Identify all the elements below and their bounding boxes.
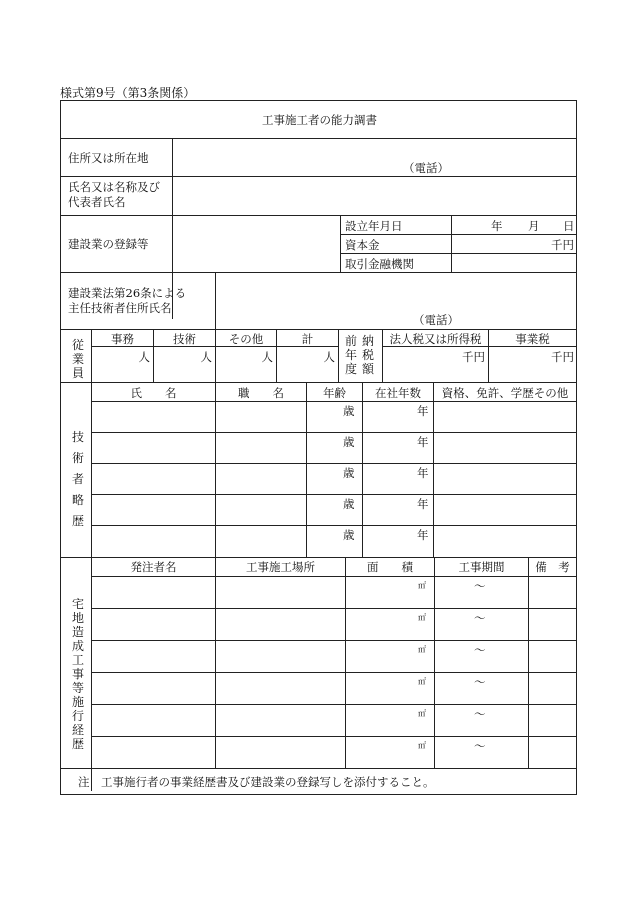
- engineer-label-line2: 主任技術者住所氏名: [68, 301, 172, 315]
- emp-col-tech: 技術: [173, 332, 196, 346]
- established-label: 設立年月日: [345, 219, 403, 233]
- history-col-period: 工事期間: [458, 560, 505, 574]
- career-age-unit: 歳: [343, 528, 355, 542]
- divider: [91, 346, 338, 347]
- career-row[interactable]: [92, 464, 576, 494]
- divider: [61, 557, 576, 558]
- history-period-sep: 〜: [474, 611, 486, 625]
- career-years-unit: 年: [417, 435, 429, 449]
- history-period-sep: 〜: [474, 643, 486, 657]
- history-row[interactable]: [92, 609, 576, 640]
- history-row[interactable]: [92, 705, 576, 736]
- career-row[interactable]: [92, 402, 576, 432]
- divider: [61, 382, 576, 383]
- career-row[interactable]: [92, 495, 576, 525]
- employees-label: 従業員: [71, 338, 84, 380]
- corp-tax-unit: 千円: [462, 350, 485, 364]
- career-label: 技術者略歴: [71, 430, 84, 528]
- history-period-sep: 〜: [474, 739, 486, 753]
- biz-tax-header: 事業税: [515, 332, 550, 346]
- history-area-unit: ㎡: [418, 613, 426, 622]
- divider: [338, 329, 339, 382]
- history-row[interactable]: [92, 673, 576, 704]
- emp-col-total: 計: [301, 332, 314, 346]
- address-label: 住所又は所在地: [68, 151, 149, 165]
- history-label: 宅地造成工事等施行経歴: [71, 597, 84, 751]
- name-label-line2: 代表者氏名: [68, 195, 126, 209]
- divider: [382, 346, 576, 347]
- history-row[interactable]: [92, 641, 576, 672]
- address-field[interactable]: [173, 139, 576, 175]
- divider: [340, 253, 576, 254]
- history-row[interactable]: [92, 737, 576, 768]
- career-years-unit: 年: [417, 528, 429, 542]
- career-col-years: 在社年数: [375, 386, 421, 400]
- address-phone: （電話）: [403, 161, 449, 175]
- history-period-sep: 〜: [474, 579, 486, 593]
- bank-label: 取引金融機関: [345, 257, 414, 271]
- career-col-title: 職 名: [238, 386, 284, 400]
- history-period-sep: 〜: [474, 707, 486, 721]
- registration-field[interactable]: [173, 216, 339, 272]
- history-col-remarks: 備 考: [535, 560, 570, 574]
- history-col-area: 面 積: [367, 560, 413, 574]
- history-col-site: 工事施工場所: [246, 560, 315, 574]
- capital-unit: 千円: [551, 238, 574, 252]
- career-years-unit: 年: [417, 497, 429, 511]
- career-col-age: 年齢: [323, 386, 346, 400]
- emp-tech-unit: 人: [200, 350, 212, 364]
- form-code: 様式第9号（第3条関係）: [60, 86, 196, 100]
- engineer-phone: （電話）: [413, 313, 459, 327]
- career-age-unit: 歳: [343, 497, 355, 511]
- biz-tax-unit: 千円: [551, 350, 574, 364]
- engineer-field[interactable]: [216, 273, 576, 328]
- capacity-form: [60, 100, 577, 795]
- career-col-qual: 資格、免許、学歴その他: [441, 386, 569, 400]
- history-area-unit: ㎡: [418, 645, 426, 654]
- career-row[interactable]: [92, 526, 576, 556]
- emp-col-office: 事務: [111, 332, 134, 346]
- established-year: 年: [491, 219, 503, 233]
- emp-col-other: その他: [228, 332, 264, 346]
- divider: [61, 768, 576, 769]
- footnote: 注 工事施行者の事業経歴書及び建設業の登録写しを添付すること。: [78, 775, 435, 789]
- name-label-line1: 氏名又は名称及び: [68, 180, 160, 194]
- divider: [340, 234, 576, 235]
- history-period-sep: 〜: [474, 675, 486, 689]
- history-col-client: 発注者名: [130, 560, 177, 574]
- tax-label-b: 納税額: [361, 334, 374, 376]
- form-title: 工事施工者の能力調書: [262, 113, 377, 127]
- career-row[interactable]: [92, 433, 576, 463]
- corp-tax-header: 法人税又は所得税: [389, 332, 482, 346]
- engineer-label-line1: 建設業法第26条による: [68, 286, 187, 300]
- history-area-unit: ㎡: [418, 581, 426, 590]
- history-area-unit: ㎡: [418, 709, 426, 718]
- emp-total-unit: 人: [323, 350, 335, 364]
- career-years-unit: 年: [417, 404, 429, 418]
- established-day: 日: [563, 219, 575, 233]
- career-col-name: 氏 名: [130, 386, 177, 400]
- career-age-unit: 歳: [343, 466, 355, 480]
- tax-label-a: 前年度: [344, 334, 357, 376]
- history-row[interactable]: [92, 577, 576, 608]
- divider: [340, 215, 341, 273]
- registration-label: 建設業の登録等: [68, 237, 149, 251]
- divider: [451, 215, 452, 273]
- divider: [61, 329, 576, 330]
- history-area-unit: ㎡: [418, 677, 426, 686]
- name-field[interactable]: [173, 177, 576, 214]
- career-years-unit: 年: [417, 466, 429, 480]
- career-age-unit: 歳: [343, 404, 355, 418]
- capital-label: 資本金: [345, 238, 380, 252]
- career-age-unit: 歳: [343, 435, 355, 449]
- established-month: 月: [528, 219, 540, 233]
- history-area-unit: ㎡: [418, 741, 426, 750]
- emp-office-unit: 人: [138, 350, 150, 364]
- emp-other-unit: 人: [261, 350, 273, 364]
